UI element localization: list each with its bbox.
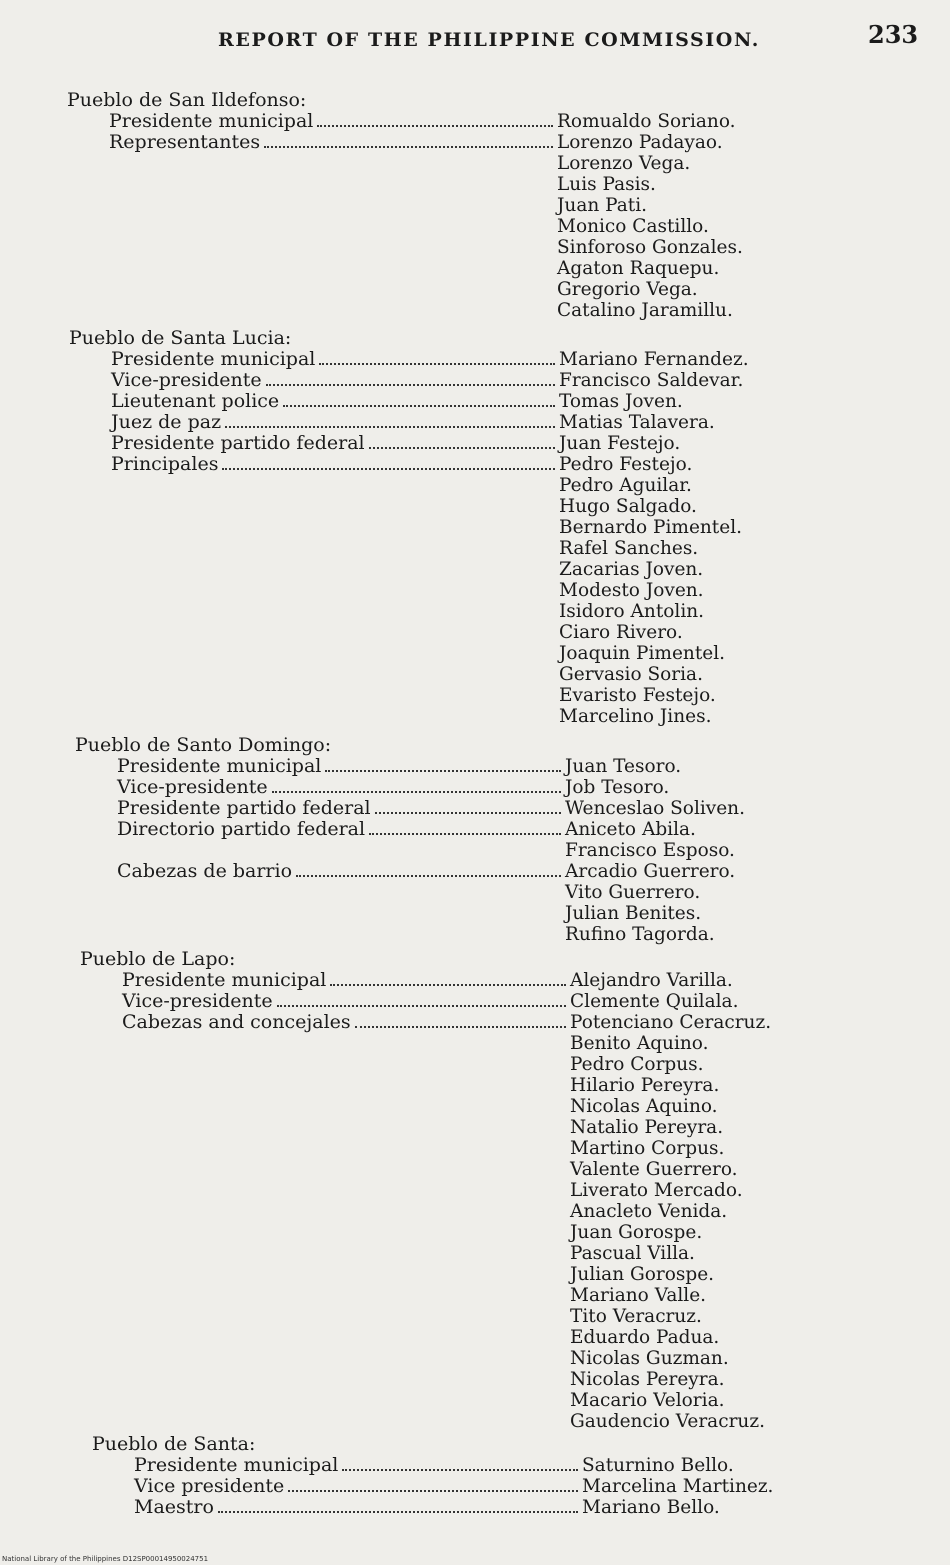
official-name: Hilario Pereyra. — [570, 1075, 720, 1096]
roster-row — [69, 370, 749, 391]
dot-leader — [296, 875, 561, 877]
office-cell — [69, 533, 559, 538]
official-name: Eduardo Padua. — [570, 1327, 720, 1348]
office-cell — [80, 1406, 570, 1411]
roster-row — [80, 1054, 771, 1075]
dot-leader — [355, 1026, 566, 1028]
official-name: Julian Benites. — [565, 903, 702, 924]
office-cell — [67, 190, 557, 195]
official-name: Pedro Corpus. — [570, 1054, 704, 1075]
dot-leader — [288, 1490, 578, 1492]
official-name: Tomas Joven. — [559, 391, 683, 412]
roster-row — [80, 1096, 771, 1117]
official-name: Marcelino Jines. — [559, 706, 712, 727]
roster-row — [75, 882, 745, 903]
pueblo-section — [69, 328, 749, 727]
roster-row — [67, 237, 743, 258]
official-name: Monico Castillo. — [557, 216, 709, 237]
official-name: Anacleto Venida. — [570, 1201, 728, 1222]
office-cell — [80, 1364, 570, 1369]
official-name: Marcelina Martinez. — [582, 1476, 774, 1497]
office-cell — [67, 274, 557, 279]
dot-leader — [330, 984, 566, 986]
office-cell — [80, 1280, 570, 1285]
official-name: Juan Pati. — [557, 195, 648, 216]
dot-leader — [218, 1511, 578, 1513]
official-name: Lorenzo Padayao. — [557, 132, 723, 153]
office-cell — [80, 1259, 570, 1264]
roster-row — [80, 1390, 771, 1411]
official-name: Gervasio Soria. — [559, 664, 703, 685]
roster-row — [67, 153, 743, 174]
official-name: Gaudencio Veracruz. — [570, 1411, 765, 1432]
office-cell — [75, 898, 565, 903]
office-cell — [92, 1455, 582, 1476]
office-cell — [75, 777, 565, 798]
office-cell — [80, 1343, 570, 1348]
office-label: Cabezas de barrio — [117, 860, 293, 882]
official-name: Wenceslao Soliven. — [565, 798, 745, 819]
roster-row — [67, 195, 743, 216]
office-cell — [75, 798, 565, 819]
roster-row — [92, 1476, 773, 1497]
official-name: Potenciano Ceracruz. — [570, 1012, 772, 1033]
dot-leader — [272, 791, 561, 793]
roster-row — [80, 1264, 771, 1285]
office-cell — [67, 211, 557, 216]
roster-row — [69, 475, 749, 496]
official-name: Pedro Aguilar. — [559, 475, 692, 496]
official-name: Liverato Mercado. — [570, 1180, 743, 1201]
office-cell — [67, 111, 557, 132]
dot-leader — [342, 1469, 578, 1471]
office-label: Representantes — [109, 131, 261, 153]
official-name: Alejandro Varilla. — [570, 970, 733, 991]
roster-row — [75, 777, 745, 798]
roster-row — [69, 454, 749, 475]
official-name: Nicolas Aquino. — [570, 1096, 718, 1117]
dot-leader — [277, 1005, 566, 1007]
dot-leader — [369, 447, 555, 449]
official-name: Francisco Saldevar. — [559, 370, 744, 391]
official-name: Mariano Bello. — [582, 1497, 720, 1518]
dot-leader — [266, 384, 555, 386]
page-number: 233 — [868, 20, 919, 49]
roster-row — [69, 349, 749, 370]
dot-leader — [369, 833, 561, 835]
running-header-title: REPORT OF THE PHILIPPINE COMMISSION. — [218, 29, 760, 51]
roster-row — [67, 174, 743, 195]
official-name: Pedro Festejo. — [559, 454, 693, 475]
office-cell — [69, 617, 559, 622]
official-name: Mariano Valle. — [570, 1285, 707, 1306]
office-cell — [80, 1175, 570, 1180]
roster-row — [80, 1243, 771, 1264]
pueblo-section — [75, 735, 745, 945]
office-label: Vice presidente — [134, 1475, 285, 1497]
roster-row — [69, 433, 749, 454]
office-cell — [69, 349, 559, 370]
roster-row — [67, 300, 743, 321]
office-label: Vice-presidente — [122, 990, 273, 1012]
office-cell — [69, 659, 559, 664]
roster-row — [75, 819, 745, 840]
official-name: Martino Corpus. — [570, 1138, 725, 1159]
roster-row — [69, 496, 749, 517]
roster-row — [75, 756, 745, 777]
roster-row — [80, 1117, 771, 1138]
dot-leader — [222, 468, 555, 470]
roster-row — [80, 1306, 771, 1327]
office-label: Vice-presidente — [117, 776, 268, 798]
official-name: Macario Veloria. — [570, 1390, 725, 1411]
office-cell — [80, 970, 570, 991]
official-name: Rufino Tagorda. — [565, 924, 715, 945]
office-cell — [69, 412, 559, 433]
roster-row — [69, 601, 749, 622]
roster-row — [80, 1012, 771, 1033]
office-cell — [80, 1301, 570, 1306]
roster-row — [80, 1180, 771, 1201]
pueblo-heading: Pueblo de Santo Domingo: — [75, 734, 332, 756]
official-name: Rafel Sanches. — [559, 538, 699, 559]
office-label: Juez de paz — [111, 411, 222, 433]
dot-leader — [319, 363, 555, 365]
roster-row — [80, 1327, 771, 1348]
official-name: Luis Pasis. — [557, 174, 656, 195]
office-label: Presidente municipal — [111, 348, 316, 370]
office-cell — [80, 1154, 570, 1159]
official-name: Tito Veracruz. — [570, 1306, 702, 1327]
office-cell — [69, 554, 559, 559]
pueblo-heading: Pueblo de San Ildefonso: — [67, 89, 307, 111]
roster-row — [75, 861, 745, 882]
footer-credit: National Library of the Philippines D12SP00014950024751 — [2, 1555, 209, 1563]
office-label: Lieutenant police — [111, 390, 280, 412]
office-cell — [80, 1012, 570, 1033]
office-label: Vice-presidente — [111, 369, 262, 391]
official-name: Pascual Villa. — [570, 1243, 695, 1264]
official-name: Vito Guerrero. — [565, 882, 701, 903]
pueblo-section — [67, 90, 743, 321]
official-name: Modesto Joven. — [559, 580, 704, 601]
roster-row — [67, 132, 743, 153]
official-name: Romualdo Soriano. — [557, 111, 736, 132]
office-cell — [69, 638, 559, 643]
office-cell — [69, 454, 559, 475]
office-cell — [80, 1427, 570, 1432]
official-name: Nicolas Guzman. — [570, 1348, 729, 1369]
office-cell — [69, 701, 559, 706]
office-cell — [92, 1476, 582, 1497]
office-cell — [69, 491, 559, 496]
roster-row — [80, 1369, 771, 1390]
office-label: Presidente municipal — [117, 755, 322, 777]
official-name: Sinforoso Gonzales. — [557, 237, 743, 258]
official-name: Clemente Quilala. — [570, 991, 739, 1012]
office-cell — [75, 756, 565, 777]
official-name: Isidoro Antolin. — [559, 601, 705, 622]
official-name: Juan Festejo. — [559, 433, 681, 454]
office-label: Principales — [111, 453, 219, 475]
office-cell — [80, 1385, 570, 1390]
roster-row — [80, 1159, 771, 1180]
roster-row — [69, 538, 749, 559]
roster-row — [67, 279, 743, 300]
dot-leader — [225, 426, 555, 428]
office-cell — [80, 1322, 570, 1327]
official-name: Job Tesoro. — [565, 777, 670, 798]
pueblo-section — [92, 1434, 773, 1518]
official-name: Hugo Salgado. — [559, 496, 697, 517]
roster-row — [67, 111, 743, 132]
roster-row — [69, 580, 749, 601]
roster-row — [69, 517, 749, 538]
roster-row — [75, 924, 745, 945]
roster-row — [75, 903, 745, 924]
office-cell — [67, 253, 557, 258]
dot-leader — [317, 125, 553, 127]
office-cell — [80, 991, 570, 1012]
office-cell — [67, 169, 557, 174]
office-cell — [75, 940, 565, 945]
office-cell — [80, 1238, 570, 1243]
roster-row — [80, 1222, 771, 1243]
dot-leader — [283, 405, 555, 407]
office-cell — [67, 295, 557, 300]
official-name: Saturnino Bello. — [582, 1455, 734, 1476]
roster-row — [67, 258, 743, 279]
office-cell — [67, 132, 557, 153]
office-cell — [75, 861, 565, 882]
official-name: Juan Tesoro. — [565, 756, 682, 777]
office-label: Presidente partido federal — [117, 797, 371, 819]
dot-leader — [325, 770, 561, 772]
office-label: Presidente municipal — [109, 110, 314, 132]
office-cell — [80, 1070, 570, 1075]
office-cell — [69, 680, 559, 685]
office-label: Presidente partido federal — [111, 432, 365, 454]
official-name: Francisco Esposo. — [565, 840, 735, 861]
roster-row — [69, 559, 749, 580]
office-cell — [69, 722, 559, 727]
office-cell — [69, 433, 559, 454]
official-name: Matias Talavera. — [559, 412, 715, 433]
official-name: Ciaro Rivero. — [559, 622, 683, 643]
official-name: Nicolas Pereyra. — [570, 1369, 725, 1390]
office-cell — [75, 819, 565, 840]
pueblo-heading: Pueblo de Santa: — [92, 1433, 256, 1455]
official-name: Catalino Jaramillu. — [557, 300, 733, 321]
office-label: Directorio partido federal — [117, 818, 366, 840]
dot-leader — [264, 146, 553, 148]
pueblo-heading: Pueblo de Lapo: — [80, 948, 236, 970]
official-name: Valente Guerrero. — [570, 1159, 738, 1180]
roster-row — [80, 991, 771, 1012]
pueblo-section — [80, 949, 771, 1432]
roster-row — [69, 685, 749, 706]
roster-row — [69, 412, 749, 433]
official-name: Benito Aquino. — [570, 1033, 709, 1054]
office-label: Cabezas and concejales — [122, 1011, 351, 1033]
roster-row — [80, 1411, 771, 1432]
roster-row — [69, 622, 749, 643]
office-cell — [75, 919, 565, 924]
official-name: Evaristo Festejo. — [559, 685, 716, 706]
official-name: Joaquin Pimentel. — [559, 643, 726, 664]
roster-row — [75, 840, 745, 861]
roster-row — [80, 1075, 771, 1096]
roster-row — [92, 1497, 773, 1518]
office-label: Maestro — [134, 1496, 214, 1518]
office-cell — [69, 370, 559, 391]
roster-row — [80, 1285, 771, 1306]
office-cell — [80, 1133, 570, 1138]
office-cell — [67, 232, 557, 237]
office-cell — [69, 596, 559, 601]
roster-row — [80, 1033, 771, 1054]
roster-row — [69, 706, 749, 727]
official-name: Natalio Pereyra. — [570, 1117, 724, 1138]
roster-row — [80, 970, 771, 991]
office-cell — [80, 1112, 570, 1117]
official-name: Julian Gorospe. — [570, 1264, 715, 1285]
roster-row — [80, 1348, 771, 1369]
official-name: Mariano Fernandez. — [559, 349, 749, 370]
official-name: Zacarias Joven. — [559, 559, 704, 580]
roster-row — [80, 1201, 771, 1222]
official-name: Gregorio Vega. — [557, 279, 698, 300]
roster-row — [67, 216, 743, 237]
office-label: Presidente municipal — [122, 969, 327, 991]
official-name: Juan Gorospe. — [570, 1222, 703, 1243]
official-name: Agaton Raquepu. — [557, 258, 720, 279]
office-cell — [92, 1497, 582, 1518]
official-name: Arcadio Guerrero. — [565, 861, 736, 882]
roster-row — [69, 664, 749, 685]
office-cell — [80, 1091, 570, 1096]
office-cell — [69, 391, 559, 412]
dot-leader — [375, 812, 561, 814]
office-cell — [67, 316, 557, 321]
office-cell — [80, 1049, 570, 1054]
roster-row — [80, 1138, 771, 1159]
office-cell — [69, 512, 559, 517]
office-label: Presidente municipal — [134, 1454, 339, 1476]
official-name: Aniceto Abila. — [565, 819, 696, 840]
official-name: Lorenzo Vega. — [557, 153, 691, 174]
roster-row — [92, 1455, 773, 1476]
roster-row — [69, 391, 749, 412]
roster-row — [69, 643, 749, 664]
official-name: Bernardo Pimentel. — [559, 517, 742, 538]
office-cell — [80, 1196, 570, 1201]
office-cell — [69, 575, 559, 580]
office-cell — [80, 1217, 570, 1222]
pueblo-heading: Pueblo de Santa Lucia: — [69, 327, 292, 349]
roster-row — [75, 798, 745, 819]
